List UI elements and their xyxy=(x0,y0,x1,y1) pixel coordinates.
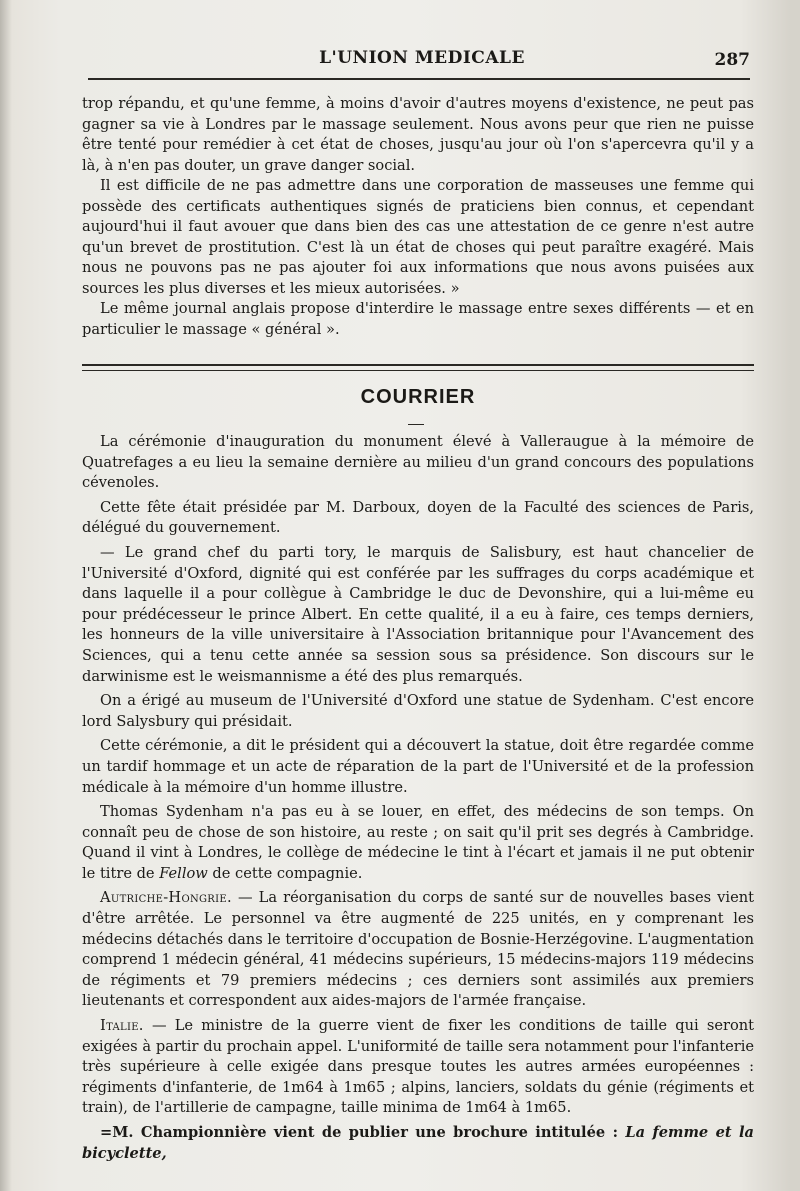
paragraph-6-end: de cette compagnie. xyxy=(207,864,363,882)
courrier-paragraph-4: On a érigé au museum de l'Université d'Oxford une statue de Sydenham. C'est encore lord Salysbury qui présidait. xyxy=(82,692,754,730)
intro-text xyxy=(82,94,754,340)
paragraph-9-text: =M. Championnière vient de publier une brochure intitulée : xyxy=(100,1124,626,1141)
country-label-austria: Autriche-Hongrie. xyxy=(100,889,232,907)
courrier-paragraph-9 xyxy=(82,1123,754,1164)
running-title: L'UNION MEDICALE xyxy=(319,48,525,68)
header-rule xyxy=(88,78,750,80)
courrier-paragraph-2: Cette fête était présidée par M. Darboux, doyen de la Faculté des sciences de Paris, délégué du gouvernement. xyxy=(82,498,754,537)
country-label-italy: Italie. xyxy=(100,1017,144,1035)
paragraph-6-text: Thomas Sydenham n'a pas eu à se louer, en effet, des médecins de son temps. On connaît peu de chose de son histoire, au reste ; on sait qu'il prit ses degrés à Cambridge. Quand il vint à Londres, le collège de médecine le tint à l'écart et jamais il ne put obtenir le titre de xyxy=(82,803,754,882)
courrier-paragraph-3: — Le grand chef du parti tory, le marquis de Salisbury, est haut chancelier de l'Université d'Oxford, dignité qui est conférée par les suffrages du corps académique et dans laquelle il a pour collègue à Cambridge le duc de Devonshire, qui a lui-même eu pour prédécesseur le prince Albert. En cette qualité, il a eu à faire, ces temps derniers, les honneurs de la ville universitaire à l'Association britannique pour l'Avancement des Sciences, qui a tenu cette année sa session sous sa présidence. Son discours sur le darwinisme est le weismannisme a été des plus remarqués. xyxy=(82,543,754,685)
courrier-paragraph-5: Cette cérémonie, a dit le président qui a découvert la statue, doit être regardée comme un tardif hommage et un acte de réparation de la part de l'Université et de la profession médicale à la mémoire d'un homme illustre. xyxy=(82,737,754,796)
page-header xyxy=(88,44,756,74)
paragraph-8-text: — Le ministre de la guerre vient de fixer les conditions de taille qui seront exigées à partir du prochain appel. L'uniformité de taille sera notamment pour l'infanterie très supérieure à celle exigée dans presque toutes les autres armées européennes : régiments d'infanterie, de 1m64 à 1m65 ; alpins, lanciers, soldats du génie (régiments et train), de l'artillerie de campagne, taille minima de 1m64 à 1m65. xyxy=(82,1017,754,1117)
courrier-paragraph-1: La cérémonie d'inauguration du monument élevé à Valleraugue à la mémoire de Quatrefages a eu lieu la semaine dernière au milieu d'un grand concours des populations cévenoles. xyxy=(82,433,754,492)
courrier-paragraph-8 xyxy=(82,1016,754,1119)
section-title: COURRIER xyxy=(360,386,476,408)
paragraph-6-italic: Fellow xyxy=(159,864,208,882)
page-number: 287 xyxy=(714,50,750,70)
paragraph-7-text: — La réorganisation du corps de santé sur de nouvelles bases vient d'être arrêtée. Le personnel va être augmenté de 225 unités, en y comprenant les médecins détachés dans le territoire d'occupation de Bosnie-Herzégovine. L'augmentation comprend 1 médecin général, 41 médecins supérieurs, 15 médecins-majors 119 médecins de régiments et 79 premiers médecins ; ces derniers sont assimilés aux premiers lieutenants et correspondent aux aides-majors de l'armée française. xyxy=(82,889,754,1010)
section-divider xyxy=(82,364,754,371)
courrier-paragraph-6 xyxy=(82,802,754,884)
courrier-paragraph-7 xyxy=(82,888,754,1012)
paragraph-9-italic: La femme et la bicyclette, xyxy=(82,1124,754,1162)
intro-paragraph-1: trop répandu, et qu'une femme, à moins d'avoir d'autres moyens d'existence, ne peut pas gagner sa vie à Londres par le massage seulement. Nous avons peur que rien ne puisse être tenté pour remédier à cet état de choses, jusqu'au jour où l'on s'apercevra qu'il y a là, à n'en pas douter, un grave danger social. xyxy=(82,95,754,174)
intro-paragraph-2: Il est difficile de ne pas admettre dans une corporation de masseuses une femme qui possède des certificats authentiques signés de praticiens bien connus, et cependant aujourd'hui il faut avouer que dans bien des cas une attestation de ce genre n'est autre qu'un brevet de prostitution. C'est là un état de choses qui peut paraître exagéré. Mais nous ne pouvons pas ne pas ajouter foi aux informations que nous avons puisées aux sources les plus diverses et les mieux autorisées. » xyxy=(82,177,754,297)
courrier-text xyxy=(82,432,754,1168)
title-dash xyxy=(408,424,424,425)
intro-paragraph-3: Le même journal anglais propose d'interdire le massage entre sexes différents — et en particulier le massage « général ». xyxy=(82,300,754,338)
